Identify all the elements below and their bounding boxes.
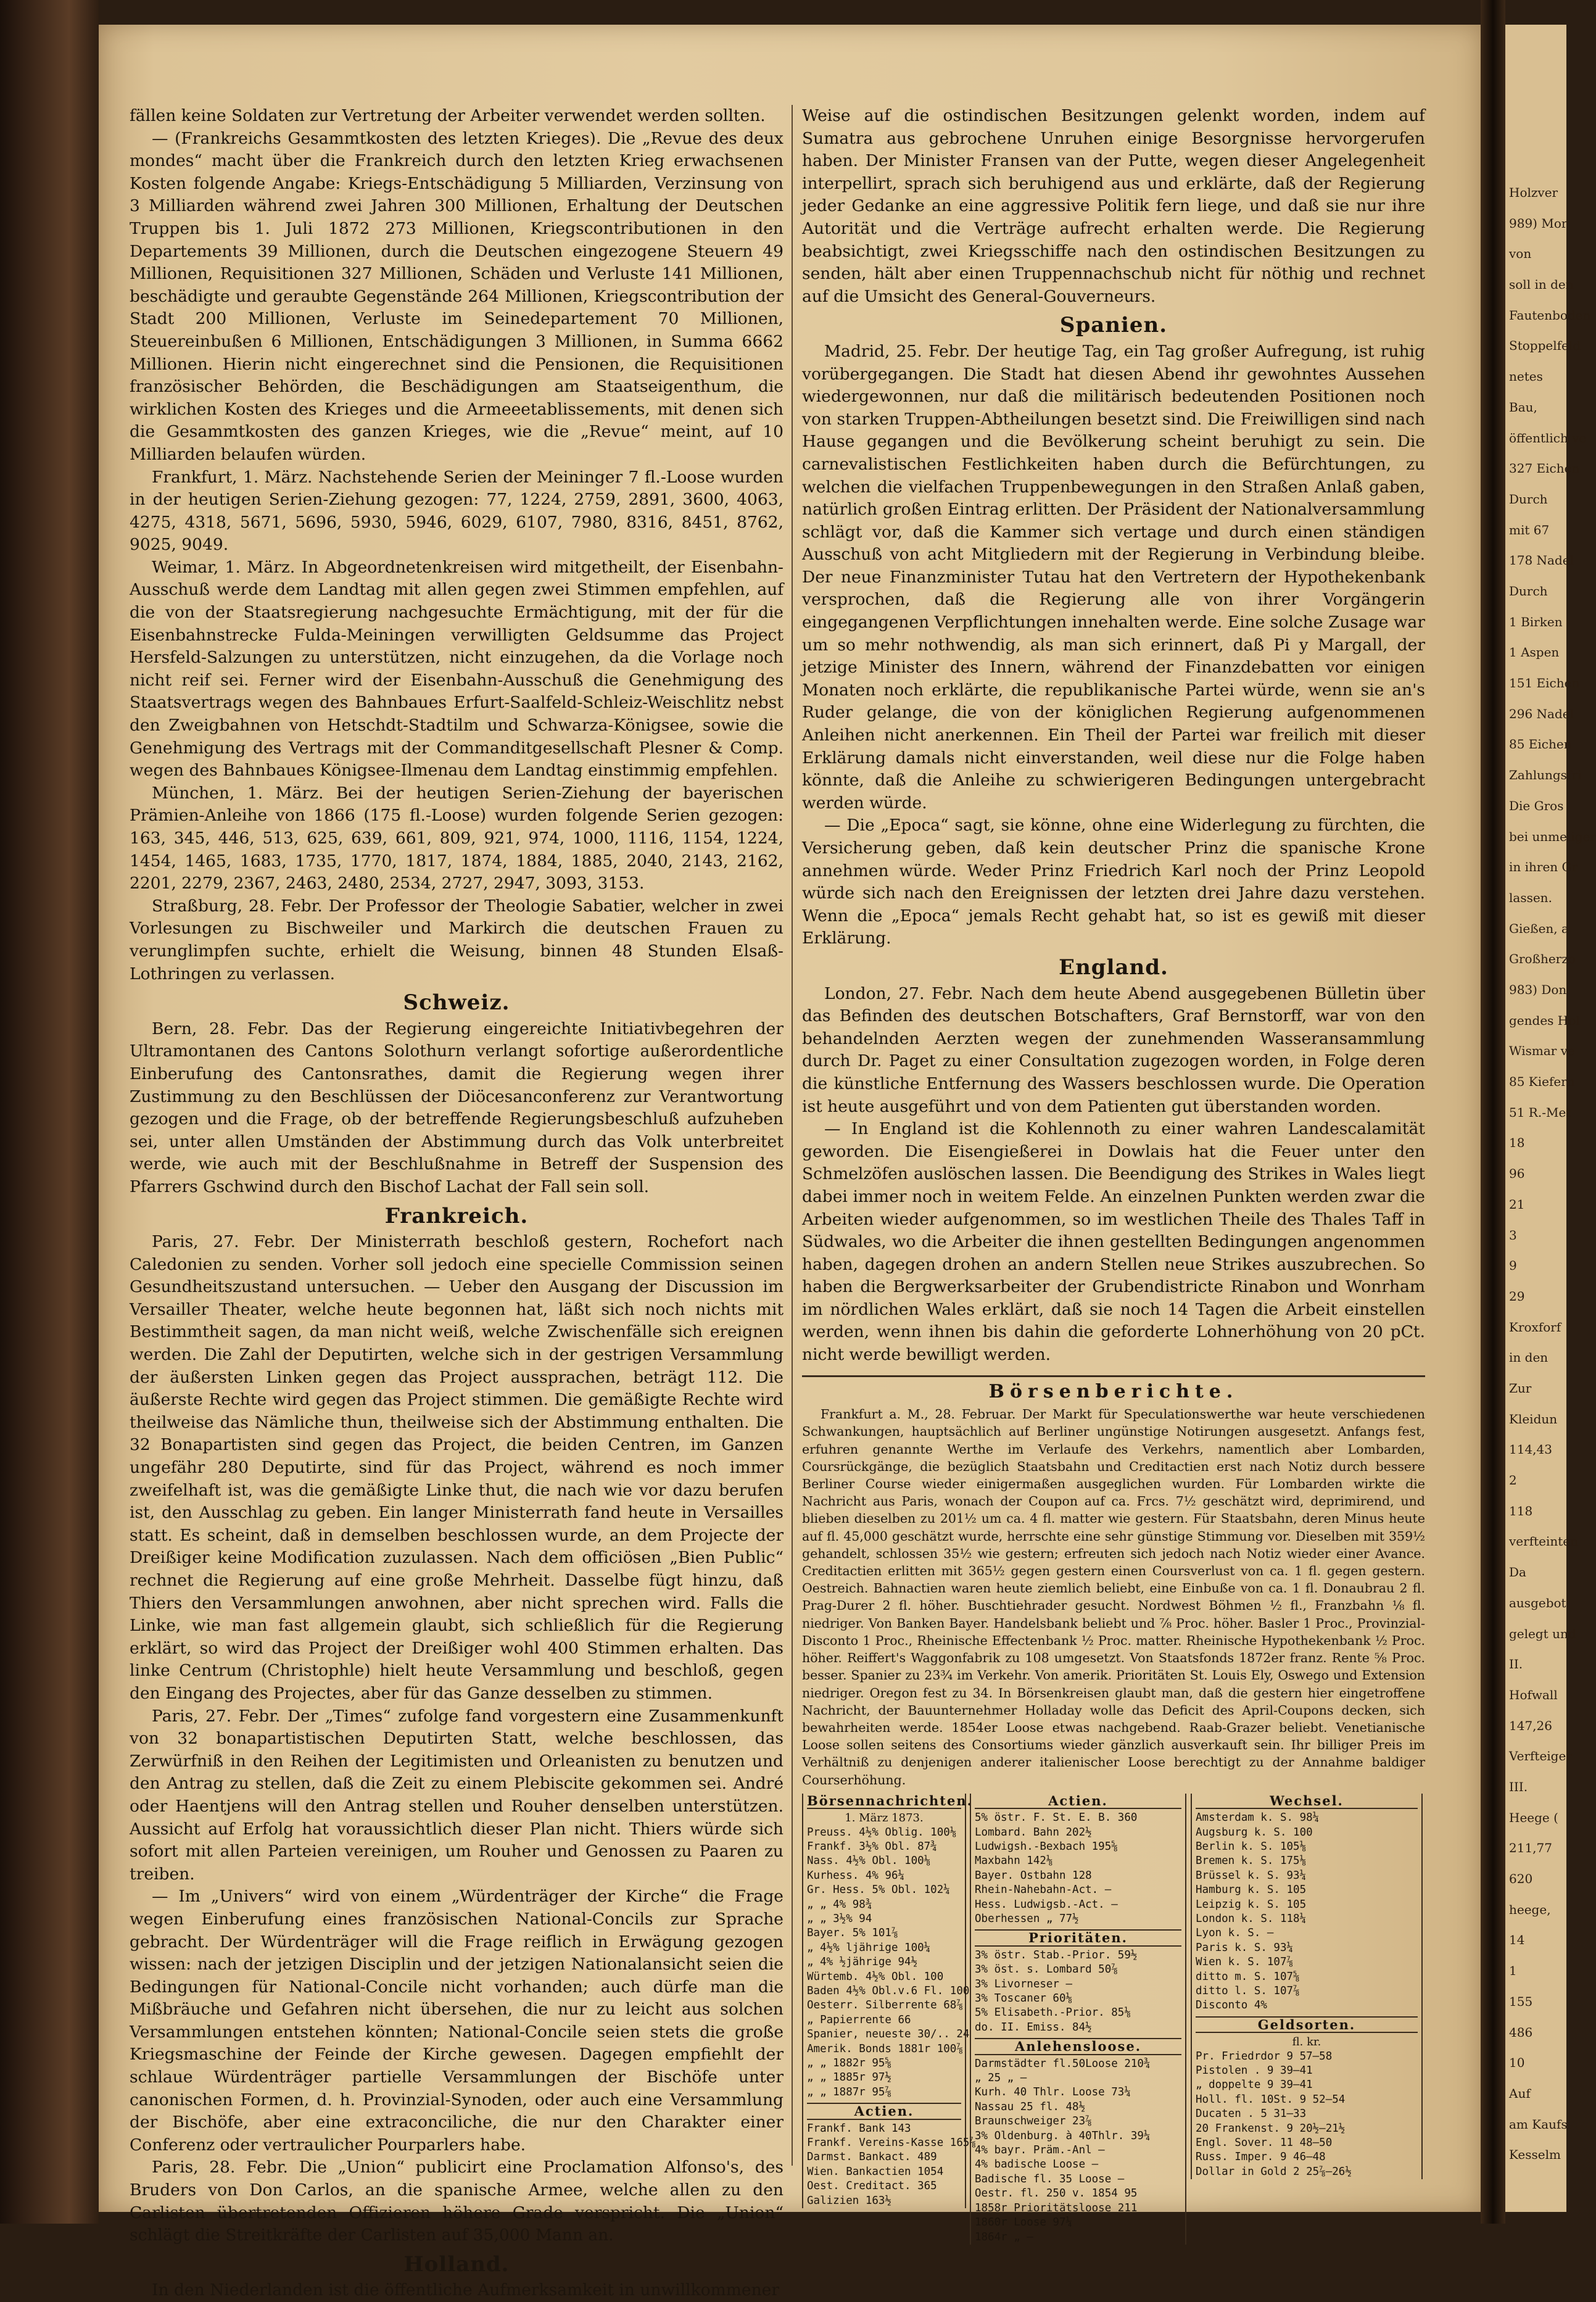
book-gutter [1481,0,1505,2224]
adjacent-page-fragment: Kleidun [1509,1411,1558,1426]
table-row: Oest. Creditact. 365 [807,2180,937,2193]
table-row: Frankf. Bank 143 [807,2122,911,2135]
table-row: Würtemb. 4½% Obl. 100 [807,1970,944,1983]
table-row: Pistolen . 9 39—41 [1196,2064,1313,2077]
article-paragraph: Paris, 27. Febr. Der Ministerrath beschloß gestern, Rochefort nach Caledonien zu senden. Vorher soll jedoch eine specielle Commission seinen Gesundheitszustand untersuchen. — Ueber den Ausgang der Discussion im Versailler Theater, welche heute begonnen hat, läßt sich noch nichts mit Bestimmtheit sagen, da man nicht weiß, welche Zwischenfälle sich ereignen werden. Die Zahl der Deputirten, welche sich in der gestrigen Versammlung der äußersten Linken gegen das Project aussprachen, beträgt 112. Die äußerste Rechte wird gegen das Project stimmen. Die gemäßigte Rechte wird theilweise das Nämliche thun, theilweise sich der Abstimmung enthalten. Die 32 Bonapartisten sind gegen das Project, die beiden Centren, im Ganzen ungefähr 280 Deputirte, sind für das Project, während es noch immer zweifelhaft ist, was die gemäßigte Linke thut, die nach wie vor dazu berufen ist, den Ausschlag zu geben. Ein langer Ministerrath fand heute in Versailles statt. Es scheint, daß in demselben beschlossen wurde, an dem Projecte der Dreißiger keine Modification zuzulassen. Nach dem officiösen „Bien Public“ rechnet die Regierung auf eine große Mehrheit. Dasselbe fügt hinzu, daß Thiers den Versammlungen anwohnen, aber nicht sprechen wird. Falls die Linke, wie man fast allgemein glaubt, sich schließlich für die Regierung erklärt, so wird das Project der Dreißiger wohl 400 Stimmen erhalten. Das linke Centrum (Christophle) hielt heute Versammlung und beschloß, gegen den Eingang des Projectes, aber für das Ganze desselben zu stimmen. [130,1232,784,1703]
table-actien [970,1794,1186,2245]
adjacent-page-fragment: gelegt und [1509,1626,1576,1641]
table-row: Russ. Imper. 9 46—48 [1196,2151,1326,2164]
table-title: Actien. [975,1794,1181,1809]
adjacent-page-fragment: 114,43 [1509,1442,1552,1457]
table-row: Bayer. Ostbahn 128 [975,1869,1092,1882]
table-row: 3% Toscaner 60⅛ [975,1992,1073,2005]
table-row: 3% östr. Stab.-Prior. 59½ [975,1948,1138,1961]
table-row: „ „ 1882r 95⅝ [807,2057,891,2070]
section-heading-holland: Holland. [403,2251,510,2277]
table-row: Wien. Bankactien 1054 [807,2165,944,2178]
adjacent-page-fragment: 9 [1509,1258,1517,1273]
adjacent-page-fragment: 296 Nadel [1509,706,1574,721]
table-row: Galizien 163½ [807,2194,891,2207]
table-row: 3% Livorneser — [975,1977,1073,1990]
article-paragraph: — Die „Epoca“ sagt, sie könne, ohne eine Widerlegung zu fürchten, die Versicherung geben, daß kein deutscher Prinz die spanische Krone annehmen würde. Weder Prinz Friedrich Karl noch der Prinz Leopold würde sich nach den Ereignissen der letzten drei Jahre dazu verstehen. Wenn die „Epoca“ jemals Recht gehabt hat, so ist es gewiß mit dieser Erklärung. [802,816,1425,948]
adjacent-page-fragment: lassen. [1509,890,1552,905]
adjacent-page-fragment: gendes Hol [1509,1012,1580,1028]
adjacent-page-fragment: Kroxforf [1509,1319,1561,1335]
adjacent-page-fragment: ausgebot [1509,1595,1566,1610]
table-row: 3% Oldenburg. à 40Thlr. 39¼ [975,2129,1151,2142]
article-paragraph: Straßburg, 28. Febr. Der Professor der Theologie Sabatier, welcher in zwei Vorlesungen zu Bischweiler und Markirch die deutschen Frauen zu verunglimpfen suchte, erhielt die Weisung, binnen 48 Stunden Elsaß-Lothringen zu verlassen. [130,896,784,983]
table-row: „ 4½% ljährige 100¼ [807,1941,931,1954]
adjacent-page-fragment: 155 [1509,1994,1533,2009]
adjacent-page-fragment: 21 [1509,1196,1525,1212]
table-row: Frankf. Vereins-Kasse 165⅞ [807,2137,976,2150]
table-row: Kurhess. 4% 96¼ [807,1869,905,1882]
table-row: Augsburg k. S. 100 [1196,1826,1313,1839]
adjacent-page-fragment: Fautenboden [1509,307,1591,323]
adjacent-page-fragment: 486 [1509,2024,1533,2040]
table-row: Rhein-Nahebahn-Act. — [975,1884,1112,1897]
adjacent-page-fragment: Hofwall [1509,1687,1558,1702]
table-rows [1196,1811,1418,2013]
table-row: Bayer. 5% 101⅞ [807,1927,898,1940]
adjacent-page-fragment: 3 [1509,1227,1517,1243]
table-rows [975,1811,1181,1926]
table-row: 5% Elisabeth.-Prior. 85⅛ [975,2006,1131,2019]
adjacent-page-fragment: 620 [1509,1871,1533,1887]
table-row: Nass. 4½% Obl. 100⅛ [807,1855,931,1868]
adjacent-page-fragment: 18 [1509,1135,1525,1151]
table-wechsel [1191,1794,1423,2180]
adjacent-page-fragment: Zur [1509,1381,1532,1396]
table-row: Ludwigsh.-Bexbach 195⅝ [975,1840,1118,1853]
adjacent-page-fragment: 85 Kiefern [1509,1074,1575,1090]
table-row: Badische fl. 35 Loose — [975,2172,1125,2185]
article-paragraph: München, 1. März. Bei der heutigen Serien-Ziehung der bayerischen Prämien-Anleihe von 1866 (175 fl.-Loose) wurden folgende Serien gezogen: 163, 345, 446, 513, 625, 639, 661, 809, 921, 974, 1000, 1116, 1154, 1224, 1454, 1465, 1683, 1735, 1770, 1817, 1874, 1884, 1885, 2040, 2143, 2162, 2201, 2279, 2367, 2463, 2480, 2534, 2727, 2947, 3093, 3153. [130,783,784,893]
adjacent-page-fragment: III. [1509,1779,1528,1794]
adjacent-page-fragment: II. [1509,1657,1523,1672]
adjacent-page-fragment: Die Gros [1509,798,1564,813]
table-row: Leipzig k. S. 105 [1196,1898,1307,1911]
table-row: Engl. Sover. 11 48—50 [1196,2137,1333,2150]
adjacent-page-fragment: netes [1509,369,1543,384]
article-paragraph: Frankfurt, 1. März. Nachstehende Serien der Meininger 7 fl.-Loose wurden in der heutigen Serien-Ziehung gezogen: 77, 1224, 2759, 2891, 3600, 4063, 4275, 4318, 5671, 5696, 5930, 5946, 6029, 6107, 7980, 8316, 8451, 8762, 9025, 9049. [130,467,784,555]
table-title: Geldsorten. [1196,2016,1418,2033]
table-row: 20 Frankenst. 9 20½—21½ [1196,2122,1346,2135]
article-paragraph: Madrid, 25. Febr. Der heutige Tag, ein Tag großer Aufregung, ist ruhig vorübergegangen. Die Stadt hat diesen Abend ihr gewohntes Aussehen wiedergewonnen, nur daß die militärisch bedeutenden Positionen noch von starken Truppen-Abtheilungen besetzt sind. Die Freiwilligen sind nach Hause gegangen und die Bevölkerung scheint beruhigt zu sein. Die carnevalistischen Festlichkeiten haben durch die Befürchtungen, zu welchen die vielfachen Truppenbewegungen in den Straßen Anlaß gaben, natürlich großen Eintrag erlitten. Der Präsident der Nationalversammlung schlägt vor, daß die Kammer sich vertage und durch einen ständigen Ausschuß von acht Mitgliedern mit der Regierung in Verbindung bleibe. Der neue Finanzminister Tutau hat den Vertretern der Hypothekenbank versprochen, daß die Regierung alle von ihrer Vorgängerin eingegangenen Verpflichtungen innehalten werde. Eine solche Zusage war um so mehr nothwendig, als man sich erinnert, daß Pi y Margall, der jetzige Minister des Innern, während der Finanzdebatten vor einigen Monaten noch erklärte, die republikanische Partei würde, wenn sie an's Ruder gelange, die von der königlichen Regierung aufgenommenen Anleihen nicht anerkennen. Ein Theil der Partei war freilich mit dieser Erklärung damals nicht einverstanden, weil diese nur die Folge haben könnte, daß die Anleihe zu schwierigeren Bedingungen untergebracht werden würde. [802,341,1425,813]
table-title: Börsennachrichten. [807,1792,973,1808]
table-row: 5% östr. F. St. E. B. 360 [975,1811,1138,1824]
adjacent-page-fragment: 14 [1509,1932,1525,1948]
adjacent-page-fragment: Gießen, a [1509,921,1569,936]
adjacent-page-fragment: Heege ( [1509,1810,1558,1825]
column-rule [792,105,793,2166]
table-title: Actien. [807,2103,961,2119]
article-paragraph: Paris, 28. Febr. Die „Union“ publicirt eine Proclamation Alfonso's, des Bruders von Don Carlos, an die spanische Armee, welche allen zu den Carlisten übertretenden Offizieren höhere Grade verspricht. Die „Union“ schlägt die Streitkräfte der Carlisten auf 35,000 Mann an. [130,2158,784,2245]
adjacent-page-fragment: 96 [1509,1166,1525,1182]
table-row: Amerik. Bonds 1881r 100⅞ [807,2042,963,2055]
book-spine [0,0,99,2224]
table-row: Darmst. Bankact. 489 [807,2151,937,2164]
table-row: „ „ 3½% 94 [807,1912,872,1925]
table-row: ditto m. S. 107⅝ [1196,1970,1300,1983]
adjacent-page-fragment: 85 Eichen [1509,737,1572,752]
adjacent-page-fragment: 51 R.-Met [1509,1104,1571,1120]
adjacent-page-fragment: Großherzo [1509,951,1576,967]
adjacent-page-fragment: 1 Birken [1509,614,1563,629]
adjacent-page-fragment: 1 [1509,1963,1517,1979]
table-row: Hamburg k. S. 105 [1196,1884,1307,1897]
table-row: Oesterr. Silberrente 68⅞ [807,1999,963,2012]
adjacent-page-fragment: 327 Eichen [1509,461,1580,476]
table-row: Wien k. S. 107⅞ [1196,1956,1294,1969]
section-heading-frankreich: Frankreich. [384,1203,529,1228]
adjacent-page-fragment: 178 Nadel [1509,553,1574,568]
table-row: Lyon k. S. — [1196,1927,1274,1940]
table-row: 1864r „ — [975,2230,1033,2243]
table-row: do. II. Emiss. 84½ [975,2021,1092,2034]
adjacent-page-fragment: öffentlich ve [1509,430,1587,445]
table-row: Kurh. 40 Thlr. Loose 73¼ [975,2086,1131,2099]
article-paragraph: Bern, 28. Febr. Das der Regierung eingereichte Initiativbegehren der Ultramontanen des Cantons Solothurn verlangt sofortige außerordentliche Einberufung des Cantonsrathes, damit die Regierung wegen ihrer Zustimmung zu den Beschlüssen der Diöcesanconferenz zur Verantwortung gezogen und die Frage, ob der betreffende Regierungsbeschluß aufzuheben sei, unter allen Umständen der Abstimmung durch das Volk unterbreitet werde, wie auch mit der Beschlußnahme in Betreff der Suspension des Pfarrers Gschwind durch den Bischof Lachat der Fall sein soll. [130,1019,784,1196]
adjacent-page-fragment: Kesselm [1509,2147,1561,2163]
table-row: „ „ 1885r 97½ [807,2071,891,2084]
table-row: Oberhessen „ 77½ [975,1912,1079,1925]
left-column [130,105,784,2300]
adjacent-page-fragment: 151 Eichen [1509,676,1580,691]
article-paragraph: Paris, 27. Febr. Der „Times“ zufolge fand vorgestern eine Zusammenkunft von 32 bonapartistischen Deputirten Statt, welche beschlossen, das Zerwürfniß in den Reihen der Legitimisten und Orleanisten zu benutzen und den Antrag zu stellen, daß die Zeit zu einem Plebiscite gekommen sei. André oder Haentjens will den Antrag stellen und Rouher denselben unterstützen. Aussicht auf Erfolg hat voraussichtlich dieser Plan nicht. Thiers würde sich sofort mit allen Parteien vereinigen, um Rouher und Genossen zu Paaren zu treiben. [130,1706,784,1884]
article-paragraph: In den Niederlanden ist die öffentliche Aufmerksamkeit in unwillkommener [152,2280,780,2300]
table-row: „ doppelte 9 39—41 [1196,2079,1313,2092]
adjacent-page-fragment: von [1509,246,1532,262]
article-paragraph: Weise auf die ostindischen Besitzungen gelenkt worden, indem auf Sumatra aus gebrochene Unruhen einige Besorgnisse hervorgerufen haben. Der Minister Fransen van der Putte, wegen dieser Angelegenheit interpellirt, sprach sich beruhigend aus und erklärte, daß der Regierung jeder Gedanke an eine aggressive Politik fern liege, und daß sie nur ihre Autorität und die Verträge aufrecht erhalten werde. Die Regierung beabsichtigt, zwei Kriegsschiffe nach den ostindischen Besitzungen zu senden, hält aber einen Truppennachschub nicht für nöthig und rechnet auf die Umsicht des General-Gouverneurs. [802,106,1425,306]
article-paragraph: — In England ist die Kohlennoth zu einer wahren Landescalamität geworden. Die Eisengießerei in Dowlais hat die Feuer unter den Schmelzöfen auslöschen lassen. Die Beendigung des Strikes in Wales liegt dabei immer noch in weitem Felde. An einzelnen Punkten werden zwar die Arbeiten wieder aufgenommen, so im westlichen Theile des Thales Taff in Südwales, wo die Arbeiter die ihnen gestellten Bedingungen angenommen haben, dagegen drohen an andern Stellen neue Strikes auszubrechen. So haben die Bergwerksarbeiter der Grubendistricte Rinabon und Wonrham im nördlichen Wales erklärt, daß sie noch 14 Tagen die Arbeit einstellen werden, wenn ihnen bis dahin die geforderte Lohnerhöhung von 20 pCt. nicht werde bewilligt werden. [802,1119,1425,1365]
article-paragraph: Weimar, 1. März. In Abgeordnetenkreisen wird mitgetheilt, der Eisenbahn-Ausschuß werde dem Landtag mit allen gegen zwei Stimmen empfehlen, auf die von der Staatsregierung nachgesuchte Ermächtigung, mit der für die Eisenbahnstrecke Fulda-Meiningen verwilligten Geldsumme das Project Hersfeld-Salzungen zu unterstützen, nicht einzugehen, da die Vorlage noch nicht reif sei. Ferner wird der Eisenbahn-Ausschuß die Genehmigung des Staatsvertrags wegen des Bahnbaues Erfurt-Saalfeld-Schleiz-Weischlitz nebst den Zweigbahnen von Hetschdt-Stadtilm und Schwarza-Königsee, sowie die Genehmigung des Vertrags mit der Commanditgesellschaft Plesner & Comp. wegen des Bahnbaues Königsee-Ilmenau dem Landtag einstimmig empfehlen. [130,557,784,780]
table-row: Braunschweiger 23⅞ [975,2115,1092,2128]
table-rows [807,2122,976,2208]
adjacent-page-fragment: soll in den [1509,277,1574,292]
table-boersennachrichten [802,1792,976,2208]
adjacent-page-fragment: am Kaufs [1509,2116,1568,2132]
table-date: 1. März 1873. [845,1811,924,1825]
table-row: Frankf. 3½% Obl. 87¾ [807,1840,937,1853]
adjacent-page-fragment: heege, [1509,1902,1551,1917]
adjacent-page-fragment: mit 67 [1509,522,1550,537]
adjacent-page-fragment: 10 [1509,2055,1525,2071]
right-column [802,105,1425,2243]
adjacent-page-edge [1505,25,1596,2212]
section-rule [802,1375,1425,1377]
table-title: Wechsel. [1196,1794,1418,1809]
table-row: Disconto 4% [1196,1999,1267,2012]
table-row: Pr. Friedrdor 9 57—58 [1196,2050,1333,2063]
table-row: Paris k. S. 93¼ [1196,1941,1294,1954]
table-row: „ Papierrente 66 [807,2013,911,2026]
table-row: „ 25 „ — [975,2072,1027,2085]
adjacent-page-fragment: 211,77 [1509,1840,1552,1856]
table-row: Oestr. fl. 250 v. 1854 95 [975,2187,1138,2200]
table-row: Spanier, neueste 30/.. 24 [807,2028,970,2041]
adjacent-page-fragment: Wismar ve [1509,1043,1575,1059]
boerse-report: Frankfurt a. M., 28. Februar. Der Markt für Speculationswerthe war heute verschiedenen Schwankungen, hauptsächlich auf Berliner ungünstige Notirungen ausgesetzt. Anfangs fest, erfuhren genannte Werthe im Verlaufe des Verkehrs, namentlich aber Lombarden, Coursrückgänge, die bezüglich Staatsbahn und Creditactien erst nach Notiz durch bessere Berliner Course wieder einigermaßen ausgeglichen wurden. Für Lombarden wirkte die Nachricht aus Paris, wonach der Coupon auf ca. Frcs. 7½ geschätzt wird, deprimirend, und blieben dieselben zu 201½ um ca. 4 fl. matter wie gestern. Für Staatsbahn, deren Minus heute auf fl. 45,000 geschätzt wurde, herrschte eine sehr günstige Stimmung vor. Dieselben mit 359½ gehandelt, schlossen 35½ wie gestern; erfreuten sich jedoch nach Notiz wieder einer Avance. Creditactien erlitten mit 365½ gegen gestern einen Coursverlust von ca. 1 fl. gegen gestern. Oestreich. Bahnactien waren heute ziemlich beliebt, eine Einbuße von ca. 1 fl. Donaubrau 2 fl. Prag-Durer 2 fl. höher. Buschtiehrader gesucht. Nordwest Böhmen ½ fl., Franzbahn ⅛ fl. niedriger. Von Banken Bayer. Handelsbank beliebt und ⅞ Proc. höher. Basler 1 Proc., Provinzial-Disconto 1 Proc., Rheinische Effectenbank ½ Proc. matter. Rheinische Hypothekenbank ½ Proc. höher. Reiffert's Waggonfabrik zu 108 umgesetzt. Von Staatsfonds 1872er franz. Rente ⅝ Proc. besser. Spanier zu 23¾ im Verkehr. Von amerik. Prioritäten St. Louis Ely, Oswego und Extension niedriger. Oregon fest zu 34. In Börsenkreisen glaubt man, daß die gestern hier eingetroffene Nachricht, der Bauunternehmer Holladay wolle das Deficit des April-Coupons decken, sich bewahrheiten werde. 1854er Loose etwas nachgebend. Raab-Grazer beliebt. Venetianische Loose sollen seitens des Consortiums wieder gänzlich ausverkauft sein. Ihr billiger Preis im Verhältniß zu denjenigen anderer italienischer Loose berechtigt zu der Annahme baldiger Courserhöhung. [802,1407,1425,1787]
table-row: Dollar in Gold 2 25⅞—26½ [1196,2165,1352,2178]
section-heading-spanien: Spanien. [1059,313,1168,338]
table-row: Ducaten . 5 31—33 [1196,2108,1307,2121]
table-row: ditto l. S. 107⅞ [1196,1985,1300,1997]
adjacent-page-fragment: 29 [1509,1288,1525,1304]
adjacent-page-fragment: in den [1509,1350,1548,1365]
adjacent-page-fragment: Durch [1509,491,1548,507]
article-paragraph: — Im „Univers“ wird von einem „Würdenträger der Kirche“ die Frage wegen Einberufung eines französischen National-Concils zur Sprache gebracht. Der Würdenträger will die Frage reiflich in Erwägung gezogen wissen: nach der jetzigen Disciplin und der jetzigen Nationalansicht seien die Bedingungen für National-Concile nicht vorhanden; auch dürfe man die Mißbräuche und Gefahren nicht übersehen, die nur zu leicht aus solchen Versammlungen entstehen könnten; National-Concile seien stets die große Kriegsmaschine der Feinde der Kirche gewesen. Dagegen empfiehlt der schlaue Würdenträger partielle Versammlungen der Bischöfe unter canonischen Formen, d. h. Provinzial-Synoden, oder auch eine Versammlung der Bischöfe, aber eine extraconciliche, die nur den Charakter einer Conferenz oder vertraulicher Pourparlers habe. [130,1887,784,2155]
table-row: Darmstädter fl.50Loose 210¾ [975,2057,1151,2070]
table-row: „ „ 4% 98¾ [807,1898,872,1911]
table-row: Baden 4½% Obl.v.6 Fl. 100 [807,1985,970,1997]
boerse-heading: Börsenberichte. [988,1380,1239,1402]
table-row: Amsterdam k. S. 98¼ [1196,1811,1320,1824]
table-row: London k. S. 118¼ [1196,1912,1307,1925]
adjacent-page-fragment: Zahlungsfri [1509,768,1582,783]
table-row: „ „ 1887r 95⅞ [807,2085,891,2098]
adjacent-page-fragment: Da [1509,1565,1526,1580]
table-title: Prioritäten. [975,1929,1181,1946]
market-tables [802,1794,1425,2275]
table-row: Maxbahn 142⅛ [975,1855,1053,1868]
adjacent-page-fragment: Stoppelfeld [1509,338,1581,354]
table-row: Brüssel k. S. 93¼ [1196,1869,1307,1882]
section-heading-schweiz: Schweiz. [403,990,510,1016]
table-title: Anlehensloose. [975,2038,1181,2055]
table-row: Berlin k. S. 105⅛ [1196,1840,1307,1853]
table-row: Preuss. 4½% Oblig. 100⅛ [807,1826,957,1839]
section-heading-england: England. [1059,954,1168,980]
adjacent-page-fragment: Bau, [1509,399,1537,415]
adjacent-page-fragment: Auf [1509,2085,1531,2101]
table-rows [975,1948,1181,2035]
adjacent-page-fragment: 1 Aspen [1509,645,1560,660]
table-row: Bremen k. S. 175⅛ [1196,1855,1307,1868]
table-rows [975,2057,1181,2245]
table-rows [807,1826,970,2100]
adjacent-page-fragment: bei unmeliger [1509,829,1596,844]
table-row: 4% badische Loose — [975,2158,1099,2171]
table-row: Holl. fl. 10St. 9 52—54 [1196,2093,1346,2106]
article-paragraph: fällen keine Soldaten zur Vertretung der Arbeiter verwendet werden sollten. [130,106,766,125]
adjacent-page-fragment: Verfteiger [1509,1749,1572,1764]
table-row: 1860r Loose 97¼ [975,2216,1073,2229]
adjacent-page-fragment: 147,26 [1509,1718,1552,1733]
table-row: „ 4% ½jährige 94½ [807,1956,918,1969]
adjacent-page-fragment: 118 [1509,1503,1533,1518]
article-paragraph: — (Frankreichs Gesammtkosten des letzten Krieges). Die „Revue des deux mondes“ macht über die Frankreich durch den letzten Krieg erwachsenen Kosten folgende Angabe: Kriegs-Entschädigung 5 Milliarden, Verzinsung von 3 Milliarden während zwei Jahren 300 Millionen, Erhaltung der Deutschen Truppen bis 1. Juli 1872 273 Millionen, Kriegscontributionen in den Departements 39 Millionen, durch die Deutschen eingezogene Steuern 49 Millionen, Requisitionen 327 Millionen, Schäden und Verluste 141 Millionen, beschädigte und geraubte Gegenstände 264 Millionen, Kriegscontribution der Stadt 200 Millionen, Verluste im Seinedepartement 70 Millionen, Steuereinbußen 6 Millionen, Entschädigungen 3 Millionen, in Summa 6662 Millionen. Hierin nicht eingerechnet sind die Pensionen, die Requisitionen französischer Behörden, die Beschädigungen am Staatseigenthum, die wirklichen Kosten des Krieges und die Armeeetablissements, mit denen sich die Gesammtkosten des ganzen Krieges, wie die „Revue“ meint, auf 10 Milliarden belaufen würden. [130,128,784,464]
article-paragraph: London, 27. Febr. Nach dem heute Abend ausgegebenen Bülletin über das Befinden des deutschen Botschafters, Graf Bernstorff, war von den behandelnden Aerzten wegen der zunehmenden Wasseransammlung durch Dr. Paget zu einer Consultation zugezogen worden, in Folge deren die künstliche Entfernung des Wassers beschlossen wurde. Die Operation ist heute ausgeführt und von dem Patienten gut überstanden worden. [802,983,1425,1116]
table-row: 1858r Prioritätsloose 211 [975,2201,1138,2214]
table-row: 3% öst. s. Lombard 50⅞ [975,1963,1118,1976]
table-rows [1196,2050,1418,2180]
table-row: Nassau 25 fl. 48½ [975,2100,1086,2113]
adjacent-page-fragment: verfteinten [1509,1534,1579,1549]
table-row: Hess. Ludwigsb.-Act. — [975,1898,1118,1911]
adjacent-page-fragment: 2 [1509,1473,1517,1488]
table-row: 4% bayr. Präm.-Anl — [975,2144,1105,2157]
adjacent-page-fragment: in ihren Gr [1509,859,1578,875]
table-subheader: fl. kr. [1292,2035,1321,2049]
adjacent-page-fragment: Holzver [1509,185,1558,200]
adjacent-page-fragment: Durch [1509,584,1548,598]
adjacent-page-fragment: 983) Don [1509,982,1567,997]
table-row: Gr. Hess. 5% Obl. 102¼ [807,1884,950,1897]
table-row: Lombard. Bahn 202½ [975,1826,1092,1839]
adjacent-page-fragment: 989) Mor [1509,215,1568,231]
